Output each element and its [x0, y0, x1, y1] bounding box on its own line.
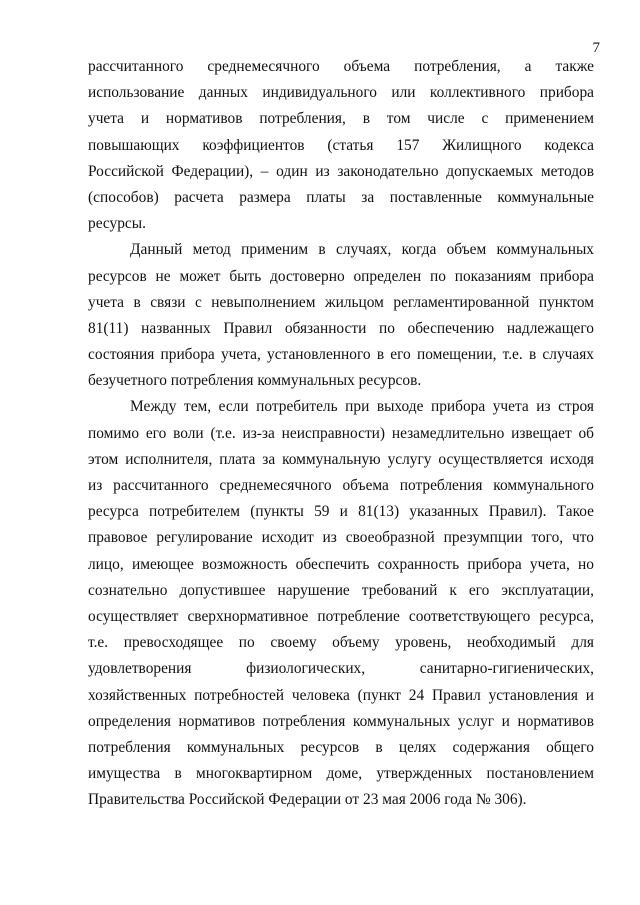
text-line: определения нормативов потребления коммунальных услуг и нормативов: [88, 712, 594, 730]
text-line: безучетного потребления коммунальных ресурсов.: [88, 372, 422, 390]
text-line: хозяйственных потребностей человека (пункт 24 Правил установления и: [88, 686, 594, 704]
text-line: рассчитанного среднемесячного объема потребления, а также: [88, 58, 594, 75]
text-line: ресурса потребителем (пункты 59 и 81(13) указанных Правил). Такое: [88, 503, 594, 521]
text-line: Между тем, если потребитель при выходе прибора учета из строя: [130, 398, 594, 416]
text-line: 81(11) названных Правил обязанности по обеспечению надлежащего: [88, 319, 594, 337]
text-line: ресурсов не может быть достоверно определен по показаниям прибора: [88, 267, 594, 285]
text-line: из рассчитанного среднемесячного объема потребления коммунального: [88, 477, 594, 494]
text-line: осуществляет сверхнормативное потребление соответствующего ресурса,: [88, 607, 594, 625]
text-line: (способов) расчета размера платы за поставленные коммунальные: [88, 188, 594, 206]
text-line: Данный метод применим в случаях, когда объем коммунальных: [130, 241, 594, 259]
text-line: повышающих коэффициентов (статья 157 Жилищного кодекса: [88, 136, 594, 154]
text-line: помимо его воли (т.е. из-за неисправности) незамедлительно извещает об: [88, 424, 594, 442]
text-line: состояния прибора учета, установленного в его помещении, т.е. в случаях: [88, 346, 594, 364]
text-line: этом исполнителя, плата за коммунальную услугу осуществляется исходя: [88, 450, 594, 468]
text-line: правовое регулирование исходит из своеобразной презумпции того, что: [88, 529, 594, 547]
text-line: ресурсы.: [88, 215, 146, 233]
text-line: учета в связи с невыполнением жильцом регламентированной пунктом: [88, 293, 594, 311]
text-line: имущества в многоквартирном доме, утвержденных постановлением: [88, 765, 594, 783]
text-line: учета и нормативов потребления, в том числе с применением: [88, 110, 594, 128]
paragraph: [88, 394, 594, 813]
paragraph: [88, 54, 594, 237]
text-line: потребления коммунальных ресурсов в целях содержания общего: [88, 738, 594, 756]
page-number: 7: [592, 40, 600, 56]
text-line: Правительства Российской Федерации от 23 мая 2006 года № 306).: [88, 791, 527, 809]
text-line: удовлетворения физиологических, санитарно-гигиенических,: [88, 660, 594, 678]
text-line: использование данных индивидуального или коллективного прибора: [88, 84, 594, 102]
text-line: т.е. превосходящее по своему объему уровень, необходимый для: [88, 634, 594, 652]
text-line: лицо, имеющее возможность обеспечить сохранность прибора учета, но: [88, 555, 594, 573]
paragraph: [88, 237, 594, 394]
text-line: сознательно допустившее нарушение требований к его эксплуатации,: [88, 581, 594, 599]
text-line: Российской Федерации), – один из законодательно допускаемых методов: [88, 162, 594, 180]
document-body: [88, 54, 594, 813]
